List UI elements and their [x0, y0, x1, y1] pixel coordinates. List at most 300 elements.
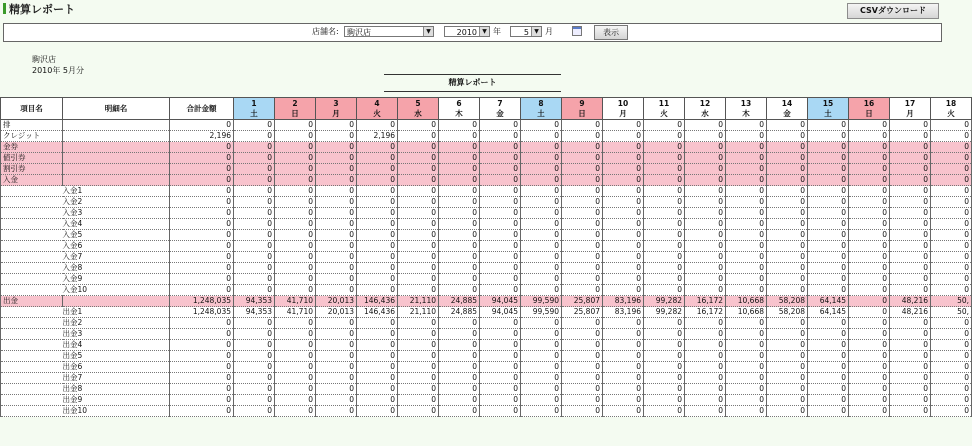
item-name-cell	[1, 318, 63, 329]
day-value-cell: 0	[316, 351, 357, 362]
day-value-cell: 0	[234, 175, 275, 186]
total-cell: 0	[170, 142, 234, 153]
day-value-cell: 0	[767, 318, 808, 329]
day-value-cell: 0	[562, 241, 603, 252]
day-number: 3	[333, 98, 339, 108]
day-value-cell: 0	[685, 241, 726, 252]
day-weekday: 月	[332, 108, 340, 118]
day-value-cell: 0	[316, 175, 357, 186]
day-number: 5	[415, 98, 421, 108]
day-value-cell: 0	[931, 285, 972, 296]
day-value-cell: 0	[357, 252, 398, 263]
total-cell: 2,196	[170, 131, 234, 142]
day-value-cell: 0	[480, 285, 521, 296]
day-value-cell: 0	[275, 384, 316, 395]
item-name-cell	[1, 241, 63, 252]
day-value-cell: 0	[603, 384, 644, 395]
detail-name-cell	[63, 164, 170, 175]
day-value-cell: 0	[521, 120, 562, 131]
day-value-cell: 0	[767, 285, 808, 296]
report-table-container[interactable]	[0, 97, 969, 446]
show-button[interactable]: 表示	[594, 25, 628, 40]
day-value-cell: 0	[357, 164, 398, 175]
table-body	[1, 120, 972, 417]
day-value-cell: 0	[316, 329, 357, 340]
day-value-cell: 0	[685, 263, 726, 274]
day-value-cell: 0	[398, 384, 439, 395]
day-value-cell: 41,710	[275, 296, 316, 307]
day-value-cell: 0	[521, 131, 562, 142]
day-value-cell: 0	[726, 318, 767, 329]
table-row	[1, 186, 972, 197]
day-value-cell: 0	[767, 252, 808, 263]
day-value-cell: 0	[931, 340, 972, 351]
day-value-cell: 0	[603, 340, 644, 351]
total-cell: 0	[170, 406, 234, 417]
day-value-cell: 0	[849, 131, 890, 142]
day-value-cell: 0	[275, 197, 316, 208]
table-row	[1, 230, 972, 241]
day-value-cell: 0	[521, 406, 562, 417]
day-value-cell: 0	[521, 340, 562, 351]
table-row	[1, 197, 972, 208]
day-value-cell: 0	[316, 142, 357, 153]
day-value-cell: 0	[890, 362, 931, 373]
day-value-cell: 0	[357, 153, 398, 164]
chevron-down-icon[interactable]: ▼	[531, 27, 541, 36]
day-value-cell: 0	[439, 329, 480, 340]
day-value-cell: 0	[767, 329, 808, 340]
day-value-cell: 0	[685, 340, 726, 351]
day-value-cell: 0	[562, 274, 603, 285]
day-value-cell: 0	[931, 252, 972, 263]
day-value-cell: 0	[849, 373, 890, 384]
day-value-cell: 0	[357, 274, 398, 285]
day-value-cell: 0	[685, 153, 726, 164]
day-value-cell: 0	[480, 164, 521, 175]
day-value-cell: 0	[398, 263, 439, 274]
day-value-cell: 0	[234, 362, 275, 373]
day-value-cell: 0	[234, 395, 275, 406]
day-value-cell: 0	[521, 197, 562, 208]
day-value-cell: 0	[726, 252, 767, 263]
day-value-cell: 0	[603, 186, 644, 197]
day-value-cell: 0	[931, 263, 972, 274]
day-value-cell: 0	[808, 120, 849, 131]
day-value-cell: 0	[644, 153, 685, 164]
day-value-cell: 0	[316, 263, 357, 274]
day-weekday: 木	[742, 108, 750, 118]
day-value-cell: 0	[890, 406, 931, 417]
day-weekday: 金	[783, 108, 791, 118]
day-value-cell: 0	[644, 164, 685, 175]
detail-name-cell: 出金8	[63, 384, 170, 395]
day-header	[890, 98, 931, 120]
day-value-cell: 99,282	[644, 307, 685, 318]
day-value-cell: 0	[357, 406, 398, 417]
day-value-cell: 0	[890, 395, 931, 406]
day-value-cell: 0	[767, 230, 808, 241]
day-weekday: 土	[250, 108, 258, 118]
day-number: 4	[374, 98, 380, 108]
day-value-cell: 0	[726, 120, 767, 131]
day-value-cell: 0	[316, 120, 357, 131]
day-value-cell: 0	[521, 186, 562, 197]
table-row	[1, 373, 972, 384]
day-value-cell: 21,110	[398, 307, 439, 318]
day-number: 13	[740, 98, 752, 108]
day-value-cell: 0	[398, 120, 439, 131]
report-period: 2010年 5月分	[32, 66, 84, 75]
item-name-cell	[1, 252, 63, 263]
day-value-cell: 0	[480, 362, 521, 373]
day-value-cell: 0	[849, 164, 890, 175]
day-value-cell: 0	[439, 274, 480, 285]
table-row	[1, 307, 972, 318]
day-value-cell: 0	[357, 329, 398, 340]
chevron-down-icon[interactable]: ▼	[479, 27, 489, 36]
day-number: 1	[251, 98, 257, 108]
day-value-cell: 0	[685, 142, 726, 153]
day-value-cell: 0	[603, 373, 644, 384]
day-value-cell: 0	[849, 274, 890, 285]
day-value-cell: 0	[275, 230, 316, 241]
day-value-cell: 0	[398, 241, 439, 252]
day-value-cell: 0	[480, 120, 521, 131]
item-name-cell	[1, 307, 63, 318]
table-row	[1, 241, 972, 252]
day-value-cell: 0	[480, 142, 521, 153]
day-number: 12	[699, 98, 711, 108]
day-value-cell: 0	[890, 230, 931, 241]
item-name-cell	[1, 186, 63, 197]
day-value-cell: 0	[603, 142, 644, 153]
day-value-cell: 146,436	[357, 296, 398, 307]
day-value-cell: 0	[439, 153, 480, 164]
year-select[interactable]	[444, 26, 490, 37]
day-value-cell: 64,145	[808, 296, 849, 307]
day-value-cell: 0	[398, 153, 439, 164]
detail-name-cell: 入金4	[63, 219, 170, 230]
day-value-cell: 0	[808, 131, 849, 142]
day-value-cell: 0	[644, 175, 685, 186]
day-value-cell: 0	[931, 153, 972, 164]
day-value-cell: 0	[234, 120, 275, 131]
day-value-cell: 0	[398, 406, 439, 417]
day-value-cell: 0	[562, 285, 603, 296]
day-value-cell: 0	[603, 351, 644, 362]
day-header	[398, 98, 439, 120]
day-value-cell: 0	[234, 241, 275, 252]
day-value-cell: 0	[767, 197, 808, 208]
day-value-cell: 0	[275, 329, 316, 340]
store-select-value: 駒沢店	[347, 28, 371, 37]
day-value-cell: 0	[316, 208, 357, 219]
day-value-cell: 0	[562, 186, 603, 197]
day-value-cell: 0	[931, 208, 972, 219]
day-value-cell: 0	[521, 351, 562, 362]
day-value-cell: 0	[685, 373, 726, 384]
detail-name-cell	[63, 131, 170, 142]
day-value-cell: 0	[890, 263, 931, 274]
report-title: 精算レポート	[384, 74, 561, 92]
day-number: 8	[538, 98, 544, 108]
day-value-cell: 0	[316, 186, 357, 197]
day-number: 7	[497, 98, 503, 108]
total-cell: 0	[170, 230, 234, 241]
total-cell: 0	[170, 153, 234, 164]
item-name-cell: 値引券	[1, 153, 63, 164]
day-value-cell: 0	[562, 252, 603, 263]
day-value-cell: 58,208	[767, 296, 808, 307]
day-value-cell: 0	[644, 395, 685, 406]
day-value-cell: 0	[357, 219, 398, 230]
day-value-cell: 0	[849, 406, 890, 417]
day-value-cell: 0	[562, 164, 603, 175]
day-value-cell: 0	[234, 263, 275, 274]
day-value-cell: 0	[562, 142, 603, 153]
day-value-cell: 0	[767, 340, 808, 351]
day-value-cell: 0	[644, 197, 685, 208]
day-value-cell: 0	[931, 142, 972, 153]
item-name-cell	[1, 285, 63, 296]
day-value-cell: 0	[316, 241, 357, 252]
day-value-cell: 0	[275, 285, 316, 296]
day-value-cell: 0	[521, 263, 562, 274]
day-value-cell: 0	[357, 384, 398, 395]
day-value-cell: 0	[357, 340, 398, 351]
day-weekday: 日	[578, 108, 586, 118]
day-value-cell: 99,282	[644, 296, 685, 307]
day-value-cell: 0	[890, 252, 931, 263]
day-value-cell: 0	[234, 329, 275, 340]
item-name-cell	[1, 230, 63, 241]
day-value-cell: 0	[603, 285, 644, 296]
day-value-cell: 0	[398, 318, 439, 329]
item-name-cell	[1, 373, 63, 384]
day-value-cell: 0	[849, 120, 890, 131]
day-value-cell: 0	[234, 285, 275, 296]
total-cell: 0	[170, 285, 234, 296]
item-name-cell: クレジット	[1, 131, 63, 142]
day-value-cell: 0	[562, 362, 603, 373]
day-value-cell: 0	[562, 197, 603, 208]
day-value-cell: 20,013	[316, 307, 357, 318]
day-value-cell: 0	[480, 230, 521, 241]
day-value-cell: 0	[275, 318, 316, 329]
day-value-cell: 0	[521, 373, 562, 384]
detail-name-cell	[63, 175, 170, 186]
day-value-cell: 0	[562, 318, 603, 329]
table-row	[1, 274, 972, 285]
day-value-cell: 0	[726, 153, 767, 164]
table-row	[1, 120, 972, 131]
day-header	[603, 98, 644, 120]
day-value-cell: 0	[644, 384, 685, 395]
day-value-cell: 0	[275, 164, 316, 175]
day-value-cell: 0	[275, 142, 316, 153]
day-weekday: 木	[455, 108, 463, 118]
day-value-cell: 0	[316, 197, 357, 208]
total-cell: 0	[170, 318, 234, 329]
detail-name-cell	[63, 296, 170, 307]
csv-download-button[interactable]: CSVダウンロード	[847, 3, 939, 19]
day-value-cell: 0	[275, 186, 316, 197]
day-value-cell: 0	[357, 318, 398, 329]
day-value-cell: 64,145	[808, 307, 849, 318]
day-value-cell: 0	[234, 318, 275, 329]
day-value-cell: 0	[808, 329, 849, 340]
table-row	[1, 351, 972, 362]
filter-bar	[3, 23, 942, 42]
item-name-cell	[1, 406, 63, 417]
day-value-cell: 0	[316, 373, 357, 384]
day-value-cell: 0	[480, 329, 521, 340]
day-value-cell: 0	[316, 340, 357, 351]
day-weekday: 月	[906, 108, 914, 118]
store-select[interactable]	[344, 26, 434, 37]
day-value-cell: 0	[398, 186, 439, 197]
day-value-cell: 0	[931, 395, 972, 406]
day-value-cell: 0	[234, 153, 275, 164]
detail-name-cell: 出金6	[63, 362, 170, 373]
day-value-cell: 0	[439, 197, 480, 208]
day-value-cell: 0	[685, 362, 726, 373]
day-value-cell: 0	[849, 296, 890, 307]
day-value-cell: 0	[234, 252, 275, 263]
day-value-cell: 0	[234, 164, 275, 175]
day-value-cell: 0	[603, 120, 644, 131]
day-value-cell: 0	[644, 263, 685, 274]
day-header	[316, 98, 357, 120]
total-cell: 0	[170, 362, 234, 373]
day-value-cell: 0	[644, 186, 685, 197]
day-value-cell: 0	[890, 373, 931, 384]
day-header	[767, 98, 808, 120]
day-value-cell: 0	[357, 373, 398, 384]
day-number: 18	[945, 98, 957, 108]
day-value-cell: 0	[849, 186, 890, 197]
day-value-cell: 0	[398, 164, 439, 175]
day-value-cell: 0	[808, 186, 849, 197]
item-name-cell: 割引券	[1, 164, 63, 175]
month-select[interactable]	[510, 26, 542, 37]
day-value-cell: 0	[603, 395, 644, 406]
day-header	[644, 98, 685, 120]
day-value-cell: 0	[685, 406, 726, 417]
day-value-cell: 0	[849, 384, 890, 395]
day-value-cell: 0	[521, 219, 562, 230]
day-value-cell: 0	[398, 131, 439, 142]
day-value-cell: 0	[767, 395, 808, 406]
day-value-cell: 0	[685, 208, 726, 219]
day-value-cell: 0	[521, 395, 562, 406]
item-name-cell	[1, 219, 63, 230]
day-value-cell: 0	[808, 230, 849, 241]
day-value-cell: 0	[357, 197, 398, 208]
total-cell: 1,248,035	[170, 296, 234, 307]
day-value-cell: 0	[521, 153, 562, 164]
item-name-cell	[1, 362, 63, 373]
day-value-cell: 0	[357, 362, 398, 373]
day-value-cell: 0	[316, 131, 357, 142]
day-value-cell: 0	[439, 285, 480, 296]
day-value-cell: 0	[480, 186, 521, 197]
table-row	[1, 340, 972, 351]
store-name: 駒沢店	[32, 55, 56, 64]
day-value-cell: 10,668	[726, 307, 767, 318]
day-value-cell: 0	[767, 142, 808, 153]
day-value-cell: 0	[849, 329, 890, 340]
table-row	[1, 252, 972, 263]
day-value-cell: 25,807	[562, 307, 603, 318]
day-value-cell: 99,590	[521, 296, 562, 307]
day-value-cell: 0	[890, 131, 931, 142]
day-weekday: 土	[824, 108, 832, 118]
day-value-cell: 0	[275, 274, 316, 285]
day-value-cell: 0	[808, 197, 849, 208]
day-value-cell: 0	[685, 384, 726, 395]
item-name-cell: 排	[1, 120, 63, 131]
day-value-cell: 0	[808, 373, 849, 384]
day-value-cell: 0	[439, 395, 480, 406]
chevron-down-icon[interactable]: ▼	[423, 27, 433, 36]
day-weekday: 日	[865, 108, 873, 118]
day-value-cell: 0	[808, 406, 849, 417]
day-value-cell: 0	[849, 197, 890, 208]
calendar-icon[interactable]	[572, 26, 582, 36]
day-value-cell: 0	[808, 263, 849, 274]
table-row	[1, 263, 972, 274]
day-value-cell: 0	[357, 395, 398, 406]
detail-name-cell: 入金7	[63, 252, 170, 263]
day-value-cell: 0	[234, 274, 275, 285]
day-value-cell: 0	[931, 164, 972, 175]
day-value-cell: 0	[480, 197, 521, 208]
day-value-cell: 0	[890, 142, 931, 153]
day-value-cell: 0	[398, 230, 439, 241]
day-value-cell: 0	[234, 219, 275, 230]
day-value-cell: 0	[275, 241, 316, 252]
day-value-cell: 0	[890, 219, 931, 230]
day-value-cell: 0	[767, 164, 808, 175]
title-bar	[0, 0, 945, 18]
detail-name-cell: 出金10	[63, 406, 170, 417]
day-header	[849, 98, 890, 120]
table-row	[1, 164, 972, 175]
day-value-cell: 0	[685, 318, 726, 329]
day-value-cell: 0	[398, 351, 439, 362]
item-name-cell: 金券	[1, 142, 63, 153]
day-value-cell: 0	[685, 329, 726, 340]
day-value-cell: 0	[398, 142, 439, 153]
day-value-cell: 0	[521, 274, 562, 285]
day-value-cell: 0	[439, 340, 480, 351]
day-value-cell: 0	[562, 131, 603, 142]
day-value-cell: 0	[767, 153, 808, 164]
day-value-cell: 0	[521, 175, 562, 186]
day-number: 17	[904, 98, 916, 108]
day-value-cell: 0	[603, 241, 644, 252]
day-weekday: 金	[496, 108, 504, 118]
item-name-cell	[1, 340, 63, 351]
day-value-cell: 0	[316, 153, 357, 164]
day-value-cell: 0	[808, 142, 849, 153]
day-value-cell: 0	[685, 230, 726, 241]
day-value-cell: 0	[275, 120, 316, 131]
day-value-cell: 0	[849, 208, 890, 219]
total-cell: 0	[170, 241, 234, 252]
